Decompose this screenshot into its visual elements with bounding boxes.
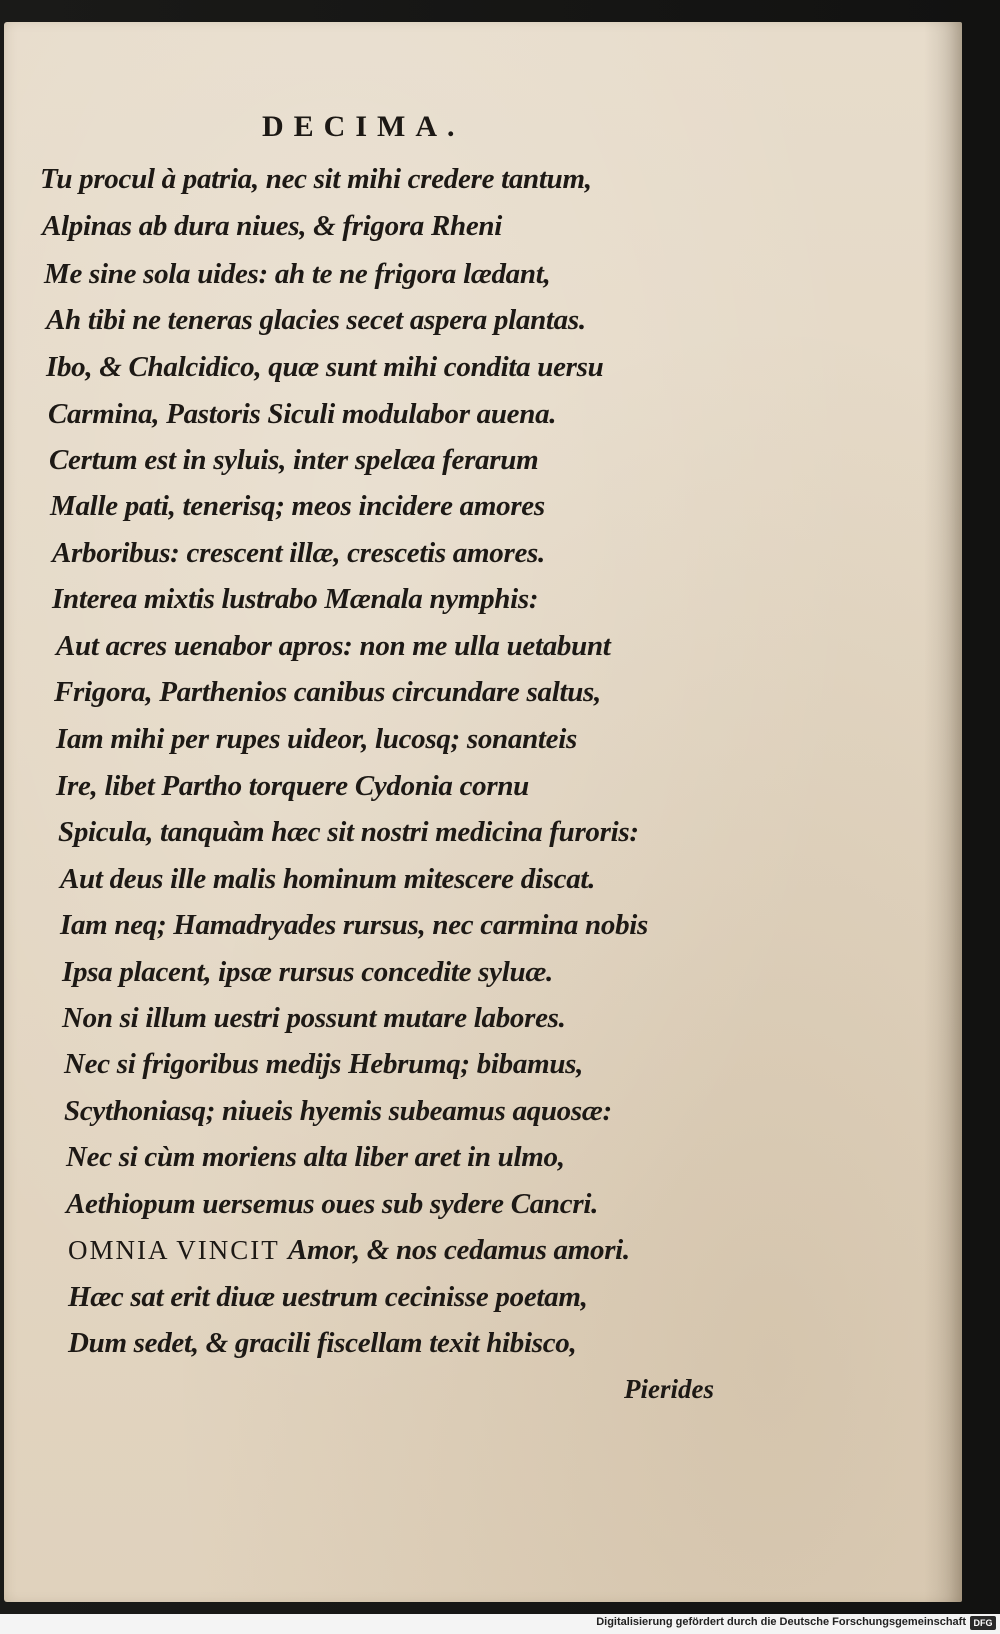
- verse-block: [4, 22, 962, 1602]
- verse-line: Ire, libet Partho torquere Cydonia cornu: [56, 770, 529, 802]
- digitization-footer: [0, 1614, 1000, 1634]
- verse-line: Hæc sat erit diuæ uestrum cecinisse poetam,: [68, 1281, 588, 1313]
- verse-line: Certum est in syluis, inter spelæa ferarum: [49, 444, 539, 476]
- verse-line: Aethiopum uersemus oues sub sydere Cancri.: [66, 1188, 599, 1220]
- verse-line: Scythoniasq; niueis hyemis subeamus aquosæ:: [64, 1095, 612, 1127]
- verse-line: Nec si cùm moriens alta liber aret in ulmo,: [66, 1141, 565, 1173]
- verse-line: Arboribus: crescent illæ, crescetis amores.: [52, 537, 545, 569]
- verse-line: Iam mihi per rupes uideor, lucosq; sonanteis: [56, 723, 577, 755]
- verse-line: Spicula, tanquàm hæc sit nostri medicina furoris:: [58, 816, 639, 848]
- verse-line: Ah tibi ne teneras glacies secet aspera plantas.: [46, 304, 586, 336]
- footer-credit: Digitalisierung gefördert durch die Deutsche Forschungsgemeinschaft: [596, 1616, 966, 1628]
- verse-line: Nec si frigoribus medijs Hebrumq; bibamus,: [64, 1048, 584, 1080]
- book-page: [4, 22, 962, 1602]
- verse-line: Dum sedet, & gracili fiscellam texit hibisco,: [68, 1327, 577, 1359]
- verse-line: Me sine sola uides: ah te ne frigora lædant,: [44, 258, 551, 290]
- verse-caps-prefix: OMNIA VINCIT: [68, 1235, 289, 1265]
- verse-line: Iam neq; Hamadryades rursus, nec carmina nobis: [60, 909, 649, 941]
- verse-line: Malle pati, tenerisq; meos incidere amores: [50, 490, 545, 522]
- verse-line: Ibo, & Chalcidico, quæ sunt mihi condita uersu: [46, 351, 604, 383]
- running-head: DECIMA.: [262, 110, 465, 143]
- dfg-logo: DFG: [970, 1616, 996, 1630]
- verse-line: Carmina, Pastoris Siculi modulabor auena.: [48, 398, 557, 430]
- verse-line: [68, 1236, 630, 1265]
- verse-line: Frigora, Parthenios canibus circundare saltus,: [54, 676, 601, 708]
- verse-line: Aut acres uenabor apros: non me ulla uetabunt: [56, 630, 611, 662]
- verse-line: Alpinas ab dura niues, & frigora Rheni: [42, 210, 502, 242]
- verse-line: Non si illum uestri possunt mutare labores.: [62, 1002, 566, 1034]
- verse-line: Tu procul à patria, nec sit mihi credere tantum,: [40, 163, 592, 195]
- verse-line: Aut deus ille malis hominum mitescere discat.: [60, 863, 596, 895]
- verse-line: Ipsa placent, ipsæ rursus concedite syluæ.: [62, 956, 553, 988]
- catchword: Pierides: [624, 1374, 714, 1404]
- verse-line: Interea mixtis lustrabo Mænala nymphis:: [52, 583, 539, 615]
- verse-line-rest: Amor, & nos cedamus amori.: [288, 1234, 630, 1266]
